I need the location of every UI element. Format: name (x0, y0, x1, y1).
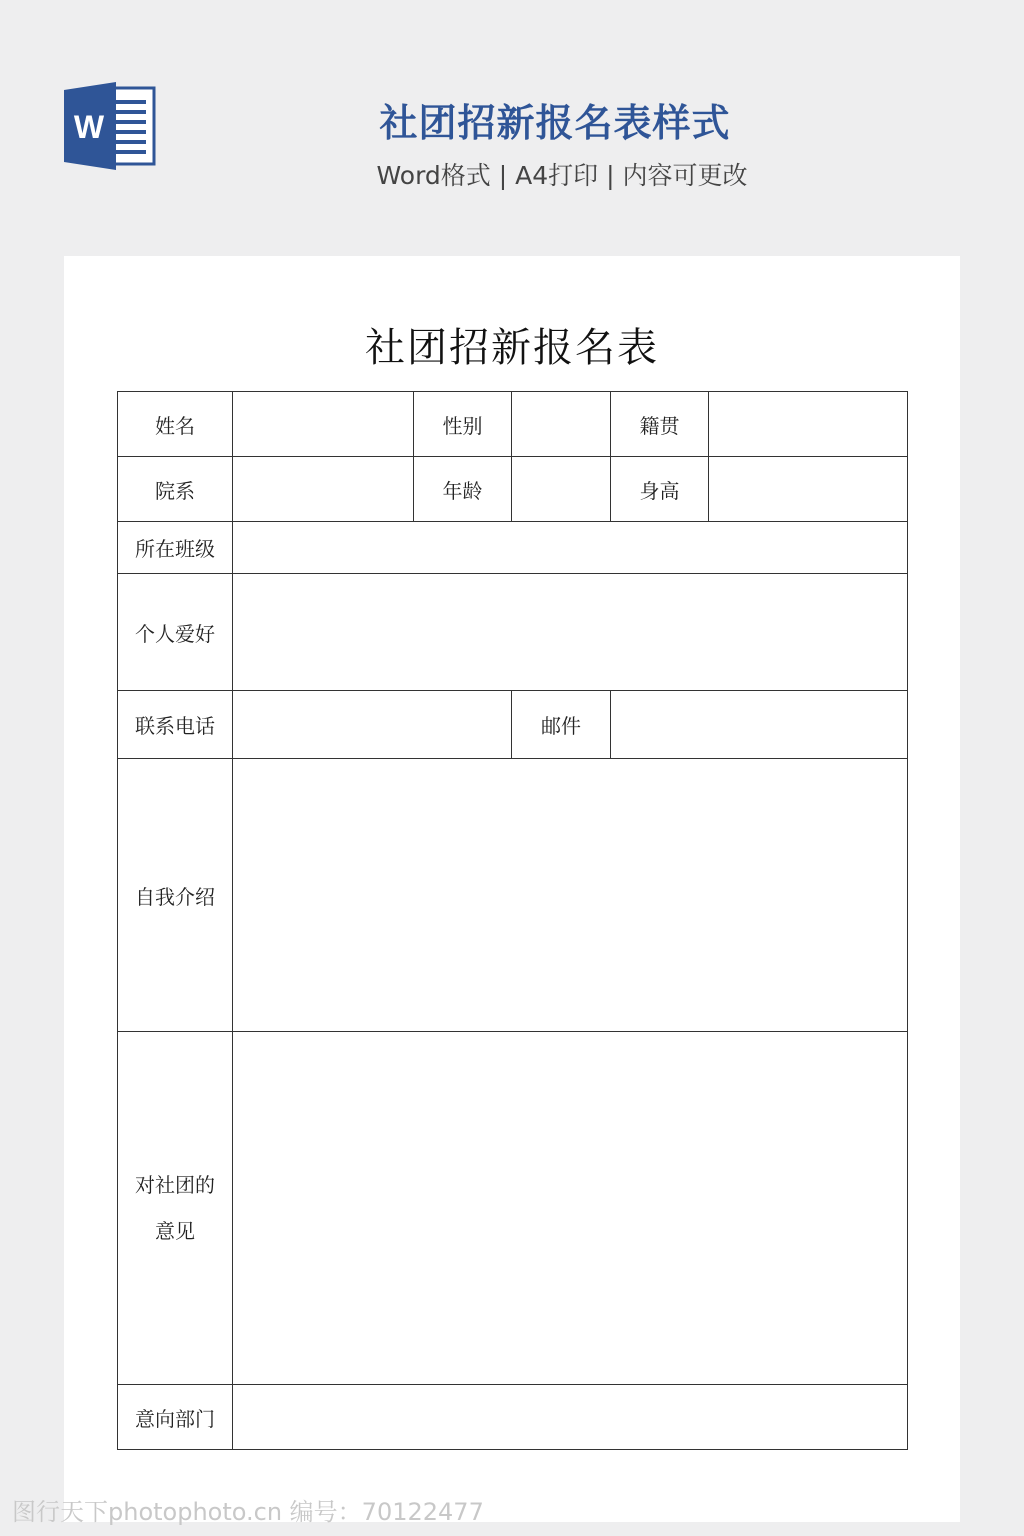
opinion-label-line2: 意见 (155, 1219, 195, 1243)
table-row (118, 691, 908, 759)
intended-dept-label: 意向部门 (118, 1385, 233, 1450)
banner-title: 社团招新报名表样式 (379, 101, 731, 145)
intended-dept-field[interactable] (233, 1385, 908, 1450)
watermark: 图行天下photophoto.cn 编号：70122477 (12, 1498, 484, 1526)
native-place-field[interactable] (709, 392, 908, 457)
opinion-field[interactable] (233, 1032, 908, 1385)
table-row (118, 392, 908, 457)
native-place-label: 籍贯 (611, 392, 709, 457)
height-field[interactable] (709, 457, 908, 522)
email-field[interactable] (611, 691, 908, 759)
phone-label: 联系电话 (118, 691, 233, 759)
name-label: 姓名 (118, 392, 233, 457)
name-field[interactable] (233, 392, 414, 457)
table-row (118, 1385, 908, 1450)
word-icon (64, 82, 156, 170)
word-icon-letter: W (73, 109, 105, 145)
table-row (118, 522, 908, 574)
age-label: 年龄 (414, 457, 512, 522)
opinion-label (118, 1032, 233, 1385)
phone-field[interactable] (233, 691, 512, 759)
class-field[interactable] (233, 522, 908, 574)
self-intro-field[interactable] (233, 759, 908, 1032)
department-field[interactable] (233, 457, 414, 522)
height-label: 身高 (611, 457, 709, 522)
age-field[interactable] (512, 457, 611, 522)
table-row (118, 457, 908, 522)
class-label: 所在班级 (118, 522, 233, 574)
department-label: 院系 (118, 457, 233, 522)
form-title: 社团招新报名表 (365, 325, 659, 371)
opinion-label-line1: 对社团的 (135, 1173, 215, 1197)
gender-field[interactable] (512, 392, 611, 457)
table-row (118, 759, 908, 1032)
banner-subtitle: Word格式 | A4打印 | 内容可更改 (376, 161, 748, 190)
registration-form-table (117, 391, 908, 1450)
hobbies-label: 个人爱好 (118, 574, 233, 691)
table-row (118, 574, 908, 691)
self-intro-label: 自我介绍 (118, 759, 233, 1032)
hobbies-field[interactable] (233, 574, 908, 691)
gender-label: 性别 (414, 392, 512, 457)
table-row (118, 1032, 908, 1385)
email-label: 邮件 (512, 691, 611, 759)
